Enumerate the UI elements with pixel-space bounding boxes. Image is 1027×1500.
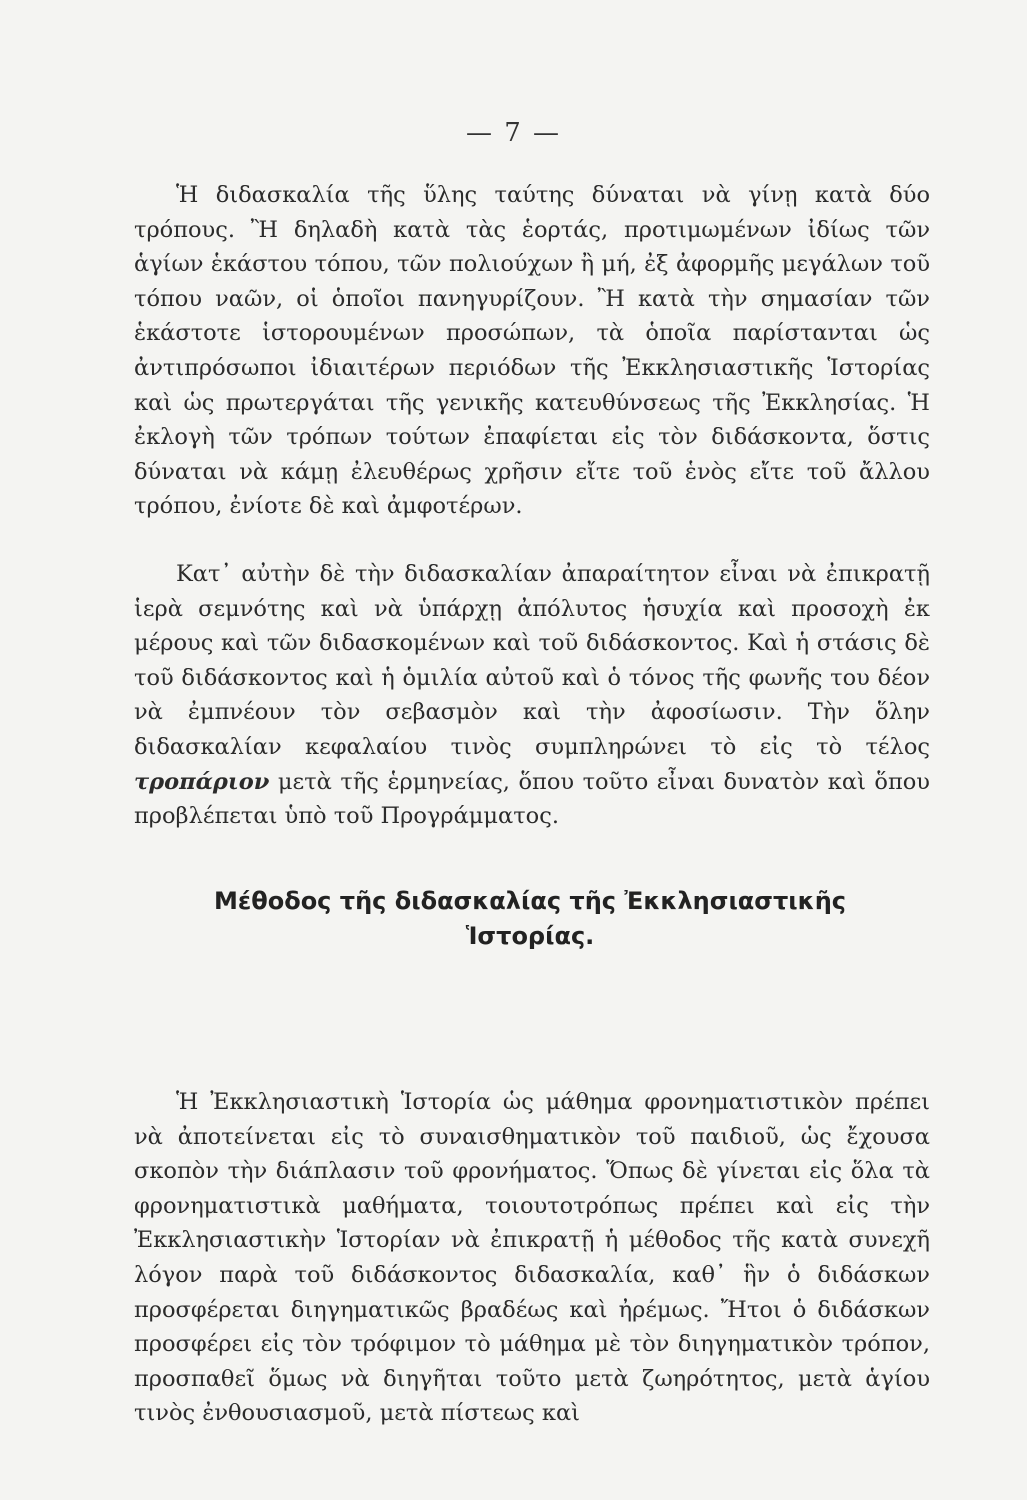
paragraph-method-description: Ἡ Ἐκκλησιαστικὴ Ἱστορία ὡς μάθημα φρονηματιστικὸν πρέπει νὰ ἀποτείνεται εἰς τὸ συναισθηματικὸν τοῦ παιδιοῦ, ὡς ἔχουσα σκοπὸν τὴν διάπλασιν τοῦ φρονήματος. Ὅπως δὲ γίνεται εἰς ὅλα τὰ φρονηματιστικὰ μαθήματα, τοιουτοτρόπως πρέπει καὶ εἰς τὴν Ἐκκλησιαστικὴν Ἱστορίαν νὰ ἐπικρατῇ ἡ μέθοδος τῆς κατὰ συνεχῆ λόγον παρὰ τοῦ διδάσκοντος διδασκαλία, καθ᾽ ἣν ὁ διδάσκων προσφέρεται διηγηματικῶς βραδέως καὶ ἠρέμως. Ἤτοι ὁ διδάσκων προσφέρει εἰς τὸν τρόφιμον τὸ μάθημα μὲ τὸν διηγηματικὸν τρόπον, προσπαθεῖ ὅμως νὰ διηγῆται τοῦτο μετὰ ζωηρότητος, μετὰ ἁγίου τινὸς ἐνθουσιασμοῦ, μετὰ πίστεως καὶ xyxy=(134,1089,930,1427)
page-number: — 7 — xyxy=(465,118,562,148)
paragraph-teaching-methods: Ἡ διδασκαλία τῆς ὕλης ταύτης δύναται νὰ γίνῃ κατὰ δύο τρόπους. Ἢ δηλαδὴ κατὰ τὰς ἑορτάς, προτιμωμένων ἰδίως τῶν ἁγίων ἑκάστου τόπου, τῶν πολιούχων ἢ μή, ἐξ ἀφορμῆς μεγάλων τοῦ τόπου ναῶν, οἱ ὁποῖοι πανηγυρίζουν. Ἢ κατὰ τὴν σημασίαν τῶν ἑκάστοτε ἱστορουμένων προσώπων, τὰ ὁποῖα παρίστανται ὡς ἀντιπρόσωποι ἰδιαιτέρων περιόδων τῆς Ἐκκλησιαστικῆς Ἱστορίας καὶ ὡς πρωτεργάται τῆς γενικῆς κατευθύνσεως τῆς Ἐκκλησίας. Ἡ ἐκλογὴ τῶν τρόπων τούτων ἐπαφίεται εἰς τὸν διδάσκοντα, ὅστις δύναται νὰ κάμῃ ἐλευθέρως χρῆσιν εἴτε τοῦ ἑνὸς εἴτε τοῦ ἄλλου τρόπου, ἐνίοτε δὲ καὶ ἀμφοτέρων. xyxy=(134,182,930,520)
paragraph-teaching-atmosphere xyxy=(134,557,930,834)
section-heading-line2: Ἱστορίας. xyxy=(465,922,595,950)
section-heading-line1: Μέθοδος τῆς διδασκαλίας τῆς Ἐκκλησιαστικῆς xyxy=(213,887,847,915)
paragraph-text-after: μετὰ τῆς ἑρμηνείας, ὅπου τοῦτο εἶναι δυνατὸν καὶ ὅπου προβλέπεται ὑπὸ τοῦ Προγράμματος. xyxy=(134,768,930,830)
section-heading xyxy=(150,884,910,954)
emphasized-term-troparion: τροπάριον xyxy=(134,768,270,795)
paragraph-text-before: Κατ᾽ αὐτὴν δὲ τὴν διδασκαλίαν ἀπαραίτητον εἶναι νὰ ἐπικρατῇ ἱερὰ σεμνότης καὶ νὰ ὑπάρχῃ ἀπόλυτος ἡσυχία καὶ προσοχὴ ἐκ μέρους καὶ τῶν διδασκομένων καὶ τοῦ διδάσκοντος. Καὶ ἡ στάσις δὲ τοῦ διδάσκοντος καὶ ἡ ὁμιλία αὐτοῦ καὶ ὁ τόνος τῆς φωνῆς του δέον νὰ ἐμπνέουν τὸν σεβασμὸν καὶ τὴν ἀφοσίωσιν. Τὴν ὅλην διδασκαλίαν κεφαλαίου τινὸς συμπληρώνει τὸ εἰς τὸ τέλος xyxy=(134,561,930,760)
